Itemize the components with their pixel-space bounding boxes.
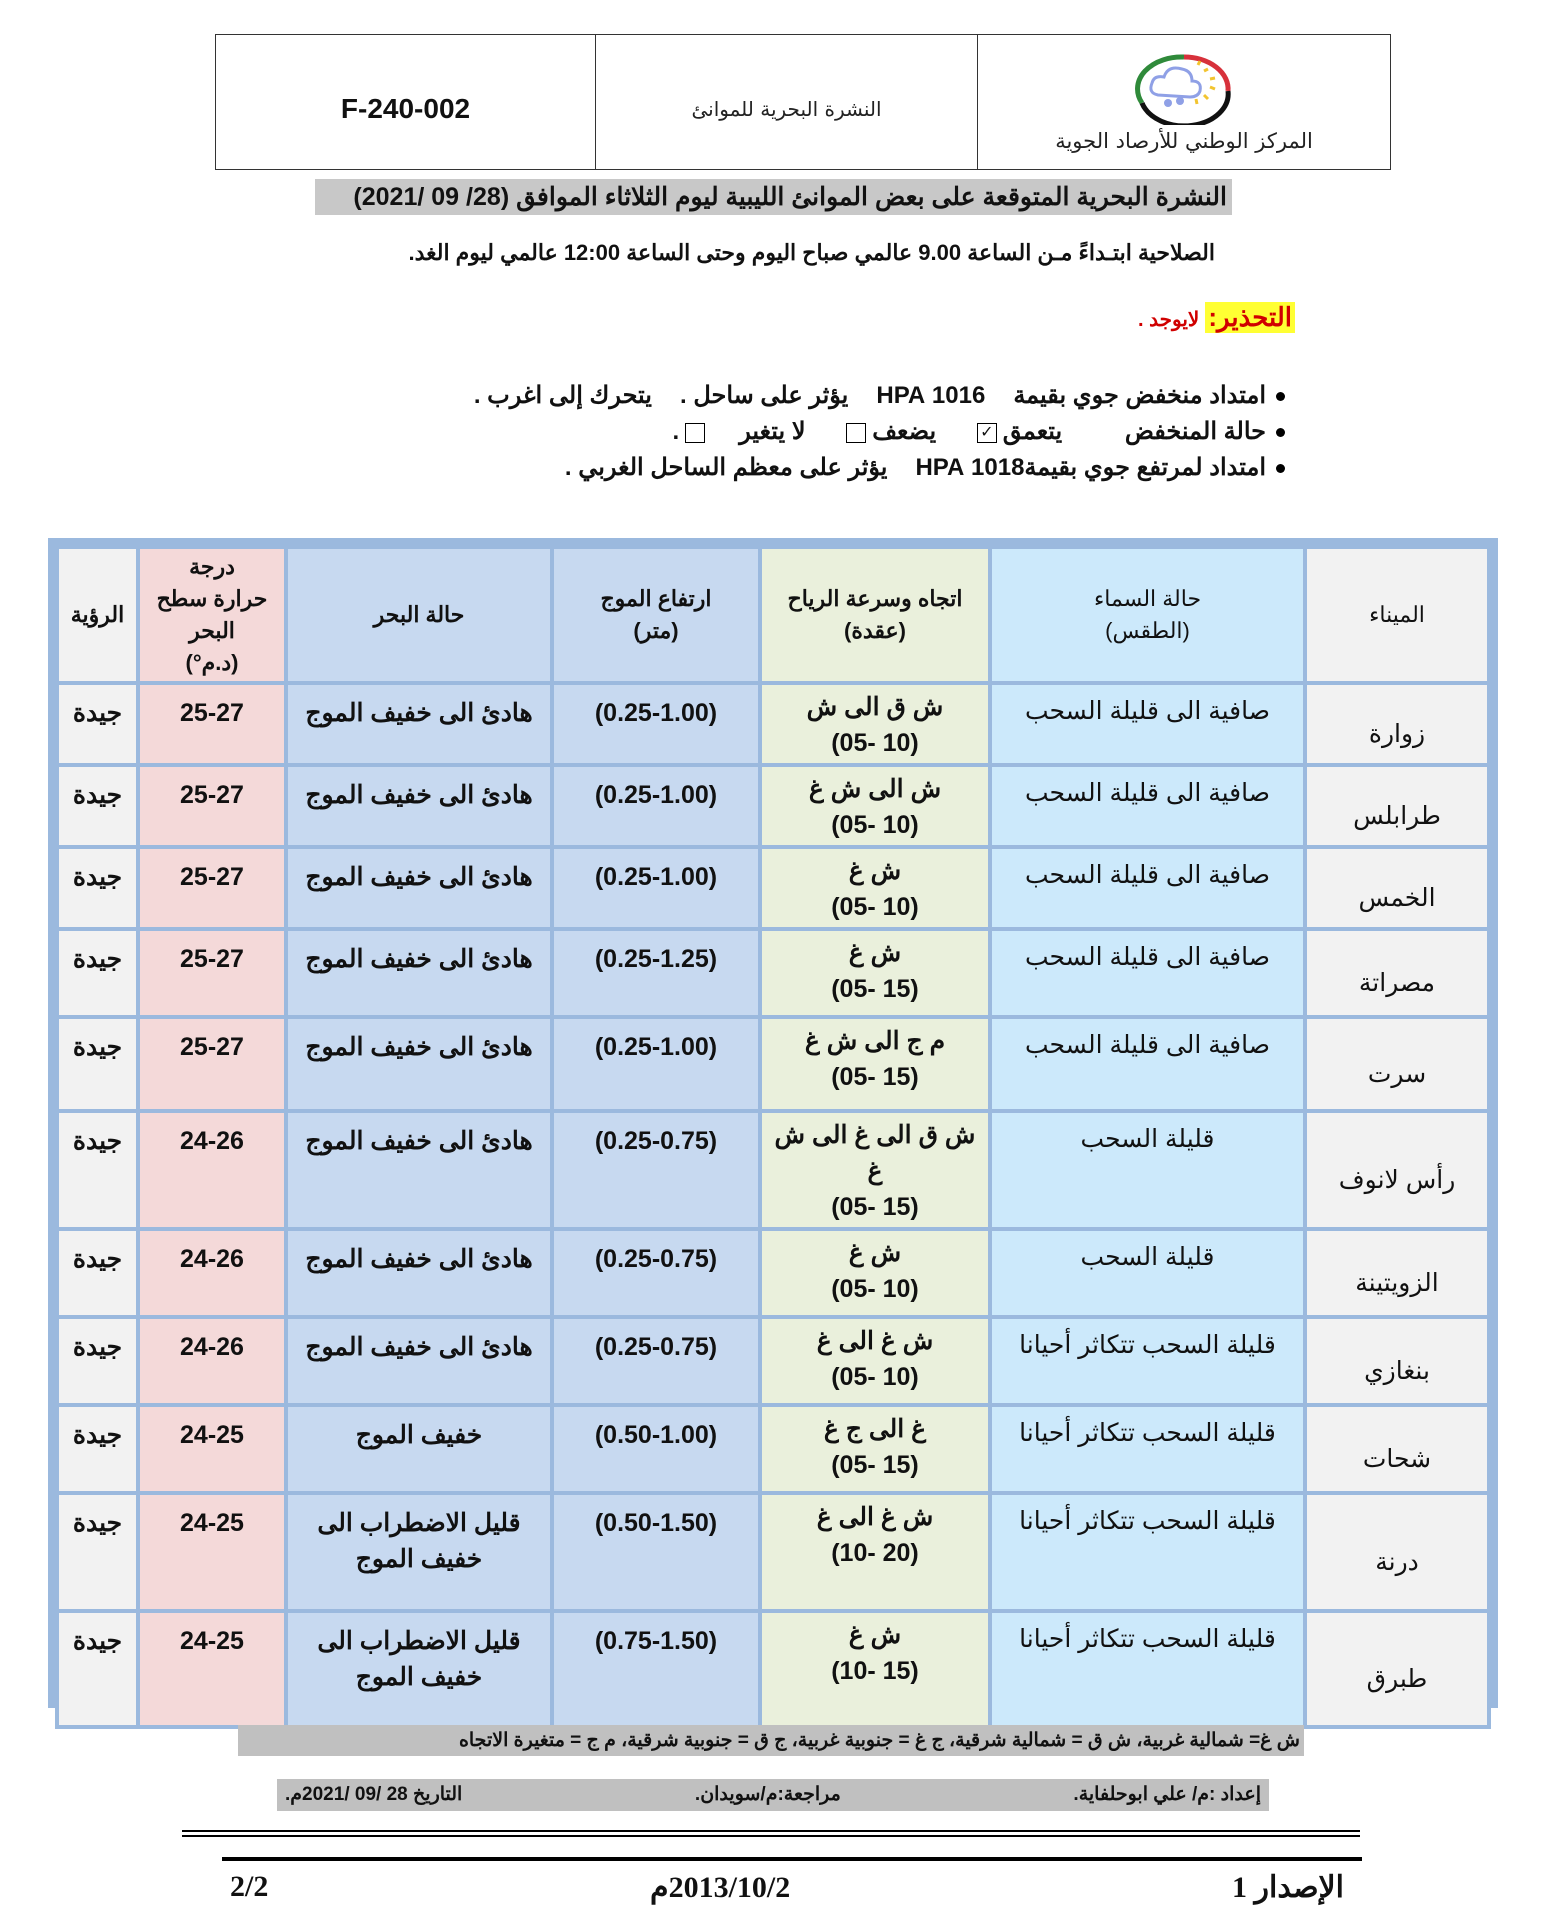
wave-height: (0.25-1.00) [552, 765, 760, 847]
footer-divider-thick [222, 1857, 1362, 1861]
wind-speed: (05- 10) [831, 729, 919, 757]
wind-speed: (05- 10) [831, 811, 919, 839]
header-port: الميناء [1305, 547, 1489, 683]
wind-speed: (05- 15) [831, 975, 919, 1003]
table-row [57, 1017, 1489, 1111]
weather-cloud-sun-rain-icon [1124, 51, 1244, 125]
port-name: رأس لانوف [1305, 1111, 1489, 1229]
sea-temperature: 24-26 [138, 1111, 286, 1229]
document-header [215, 34, 1391, 170]
sky-condition: قليلة السحب تتكاثر أحيانا [990, 1493, 1305, 1611]
synoptic-summary [474, 378, 1285, 486]
table-row [57, 847, 1489, 929]
wind [760, 1317, 990, 1405]
sky-condition: قليلة السحب [990, 1111, 1305, 1229]
sea-temperature: 24-26 [138, 1317, 286, 1405]
footer-divider-double [182, 1830, 1360, 1837]
wind-direction: ش الى ش غ [808, 775, 942, 803]
wind [760, 1111, 990, 1229]
sea-temperature: 25-27 [138, 929, 286, 1017]
wind-speed: (05- 10) [831, 893, 919, 921]
validity-period: الصلاحية ابتـداءً مـن الساعة 9.00 عالمي صباح اليوم وحتى الساعة 12:00 عالمي ليوم الغد. [408, 240, 1215, 265]
option-weakening-label: يضعف [872, 418, 937, 445]
header-wave: ارتفاع الموج (متر) [552, 547, 760, 683]
wind-speed: (10- 15) [831, 1657, 919, 1685]
port-name: درنة [1305, 1493, 1489, 1611]
sky-condition: صافية الى قليلة السحب [990, 929, 1305, 1017]
sky-condition: قليلة السحب [990, 1229, 1305, 1317]
table-row [57, 1317, 1489, 1405]
low-state-end: . [672, 418, 680, 445]
bullet-icon [1276, 392, 1285, 401]
sea-state: هادئ الى خفيف الموج [286, 847, 552, 929]
visibility: جيدة [57, 1111, 138, 1229]
sea-state: هادئ الى خفيف الموج [286, 765, 552, 847]
wave-height: (0.50-1.00) [552, 1405, 760, 1493]
wind-speed: (10- 20) [831, 1539, 919, 1567]
abbreviations-legend: ش غ= شمالية غربية، ش ق = شمالية شرقية، ج غ = جنوبية غربية، ج ق = جنوبية شرقية، م ج = متغيرة الاتجاه [238, 1725, 1304, 1756]
port-name: سرت [1305, 1017, 1489, 1111]
form-code: F-240-002 [216, 35, 596, 169]
wind-direction: ش غ الى غ [816, 1503, 934, 1531]
sea-temperature: 25-27 [138, 847, 286, 929]
wave-height: (0.25-1.00) [552, 683, 760, 765]
wind-direction: م ج الى ش غ [804, 1027, 946, 1055]
sea-state: هادئ الى خفيف الموج [286, 929, 552, 1017]
wind [760, 683, 990, 765]
high-pressure-line [474, 450, 1285, 486]
wave-height: (0.25-0.75) [552, 1111, 760, 1229]
header-visibility: الرؤية [57, 547, 138, 683]
high-prefix: امتداد لمرتفع جوي بقيمة [1024, 454, 1266, 481]
sky-condition: قليلة السحب تتكاثر أحيانا [990, 1405, 1305, 1493]
warning-label: التحذير: [1205, 302, 1295, 333]
checkbox-unchanged[interactable] [685, 423, 705, 443]
prepared-by: إعداد :م/ علي ابوحلفاية. [1073, 1784, 1261, 1805]
sky-condition: قليلة السحب تتكاثر أحيانا [990, 1317, 1305, 1405]
header-sea: حالة البحر [286, 547, 552, 683]
issue-date: التاريخ 28 /09 /2021م. [285, 1784, 463, 1805]
warning-value: لايوجد . [1138, 309, 1200, 331]
sea-temperature: 24-26 [138, 1229, 286, 1317]
wind-speed: (05- 15) [831, 1063, 919, 1091]
visibility: جيدة [57, 929, 138, 1017]
wind-direction: ش ق الى ش [806, 693, 944, 721]
wave-height: (0.50-1.50) [552, 1493, 760, 1611]
edition-date: 2013/10/2م [650, 1871, 791, 1904]
visibility: جيدة [57, 1611, 138, 1727]
port-name: الزويتينة [1305, 1229, 1489, 1317]
wind [760, 847, 990, 929]
sea-state: هادئ الى خفيف الموج [286, 1317, 552, 1405]
low-movement: يتحرك إلى اغرب . [473, 382, 652, 409]
port-name: طبرق [1305, 1611, 1489, 1727]
sea-state: هادئ الى خفيف الموج [286, 683, 552, 765]
low-effect: يؤثر على ساحل . [679, 382, 849, 409]
table-row [57, 1405, 1489, 1493]
visibility: جيدة [57, 683, 138, 765]
wind-direction: ش غ [848, 939, 902, 967]
wind [760, 1405, 990, 1493]
sea-temperature: 24-25 [138, 1405, 286, 1493]
port-name: مصراتة [1305, 929, 1489, 1017]
sky-condition: صافية الى قليلة السحب [990, 847, 1305, 929]
wind-direction: ش غ [848, 1239, 902, 1267]
wind-direction: ش غ الى غ [816, 1327, 934, 1355]
wind [760, 1493, 990, 1611]
ports-forecast-table [48, 538, 1498, 1708]
header-sea-temp: درجة حرارة سطح البحر (د.م°) [138, 547, 286, 683]
sea-temperature: 25-27 [138, 683, 286, 765]
wind-speed: (05- 15) [831, 1451, 919, 1479]
visibility: جيدة [57, 1493, 138, 1611]
table-row [57, 929, 1489, 1017]
page-number: 2/2 [230, 1870, 269, 1903]
low-state-label: حالة المنخفض [1124, 418, 1266, 445]
wave-height: (0.25-1.00) [552, 1017, 760, 1111]
header-sky: حالة السماء (الطقس) [990, 547, 1305, 683]
sea-state: قليل الاضطراب الى خفيف الموج [286, 1493, 552, 1611]
sea-state: هادئ الى خفيف الموج [286, 1017, 552, 1111]
wave-height: (0.25-0.75) [552, 1229, 760, 1317]
visibility: جيدة [57, 1317, 138, 1405]
wind-speed: (05- 10) [831, 1275, 919, 1303]
table-row [57, 1229, 1489, 1317]
table-row [57, 1111, 1489, 1229]
wind [760, 1229, 990, 1317]
table-row [57, 683, 1489, 765]
sea-state: قليل الاضطراب الى خفيف الموج [286, 1611, 552, 1727]
bullet-icon [1276, 428, 1285, 437]
wind-direction: ش غ [848, 857, 902, 885]
port-name: شحات [1305, 1405, 1489, 1493]
wave-height: (0.25-1.00) [552, 847, 760, 929]
table-header-row [57, 547, 1489, 683]
edition-label: الإصدار 1 [1232, 1871, 1344, 1904]
checkbox-deepening[interactable]: ✓ [977, 423, 997, 443]
sea-state: هادئ الى خفيف الموج [286, 1111, 552, 1229]
sea-temperature: 25-27 [138, 1017, 286, 1111]
organization-block [978, 35, 1390, 169]
wind-direction: غ الى ج غ [823, 1415, 927, 1443]
high-value: 1018 HPA [915, 454, 1025, 481]
visibility: جيدة [57, 1405, 138, 1493]
sea-state: هادئ الى خفيف الموج [286, 1229, 552, 1317]
wave-height: (0.25-1.25) [552, 929, 760, 1017]
wind-speed: (05- 15) [831, 1193, 919, 1221]
reviewed-by: مراجعة:م/سويدان. [694, 1784, 841, 1805]
wind-direction: ش ق الى غ الى ش غ [774, 1121, 976, 1185]
table-row [57, 1493, 1489, 1611]
bulletin-title: النشرة البحرية المتوقعة على بعض الموانئ الليبية ليوم الثلاثاء الموافق (28/ 09 /2021) [315, 179, 1232, 215]
sea-state: خفيف الموج [286, 1405, 552, 1493]
sky-condition: قليلة السحب تتكاثر أحيانا [990, 1611, 1305, 1727]
port-name: بنغازي [1305, 1317, 1489, 1405]
visibility: جيدة [57, 1229, 138, 1317]
visibility: جيدة [57, 1017, 138, 1111]
wind [760, 929, 990, 1017]
sky-condition: صافية الى قليلة السحب [990, 1017, 1305, 1111]
sky-condition: صافية الى قليلة السحب [990, 683, 1305, 765]
wave-height: (0.75-1.50) [552, 1611, 760, 1727]
visibility: جيدة [57, 847, 138, 929]
wind-speed: (05- 10) [831, 1363, 919, 1391]
low-state-line [474, 414, 1285, 450]
wind [760, 765, 990, 847]
wave-height: (0.25-0.75) [552, 1317, 760, 1405]
low-pressure-line [474, 378, 1285, 414]
low-prefix: امتداد منخفض جوي بقيمة [1013, 382, 1266, 409]
port-name: الخمس [1305, 847, 1489, 929]
wind-direction: ش غ [848, 1621, 902, 1649]
sea-temperature: 24-25 [138, 1611, 286, 1727]
port-name: طرابلس [1305, 765, 1489, 847]
warning-line [1138, 302, 1295, 333]
wind [760, 1017, 990, 1111]
checkbox-weakening[interactable] [846, 423, 866, 443]
header-wind: اتجاه وسرعة الرياح (عقدة) [760, 547, 990, 683]
table-row [57, 765, 1489, 847]
signature-bar [277, 1779, 1269, 1811]
sea-temperature: 25-27 [138, 765, 286, 847]
bulletin-subtitle: النشرة البحرية للموانئ [596, 35, 978, 169]
option-deepening-label: يتعمق [1002, 418, 1063, 445]
organization-name: المركز الوطني للأرصاد الجوية [1055, 129, 1313, 153]
visibility: جيدة [57, 765, 138, 847]
option-unchanged-label: لا يتغير [739, 418, 806, 445]
high-effect: يؤثر على معظم الساحل الغربي . [564, 454, 888, 481]
sky-condition: صافية الى قليلة السحب [990, 765, 1305, 847]
table-row [57, 1611, 1489, 1727]
port-name: زوارة [1305, 683, 1489, 765]
low-value: 1016 HPA [876, 382, 986, 409]
sea-temperature: 24-25 [138, 1493, 286, 1611]
bullet-icon [1276, 464, 1285, 473]
wind [760, 1611, 990, 1727]
